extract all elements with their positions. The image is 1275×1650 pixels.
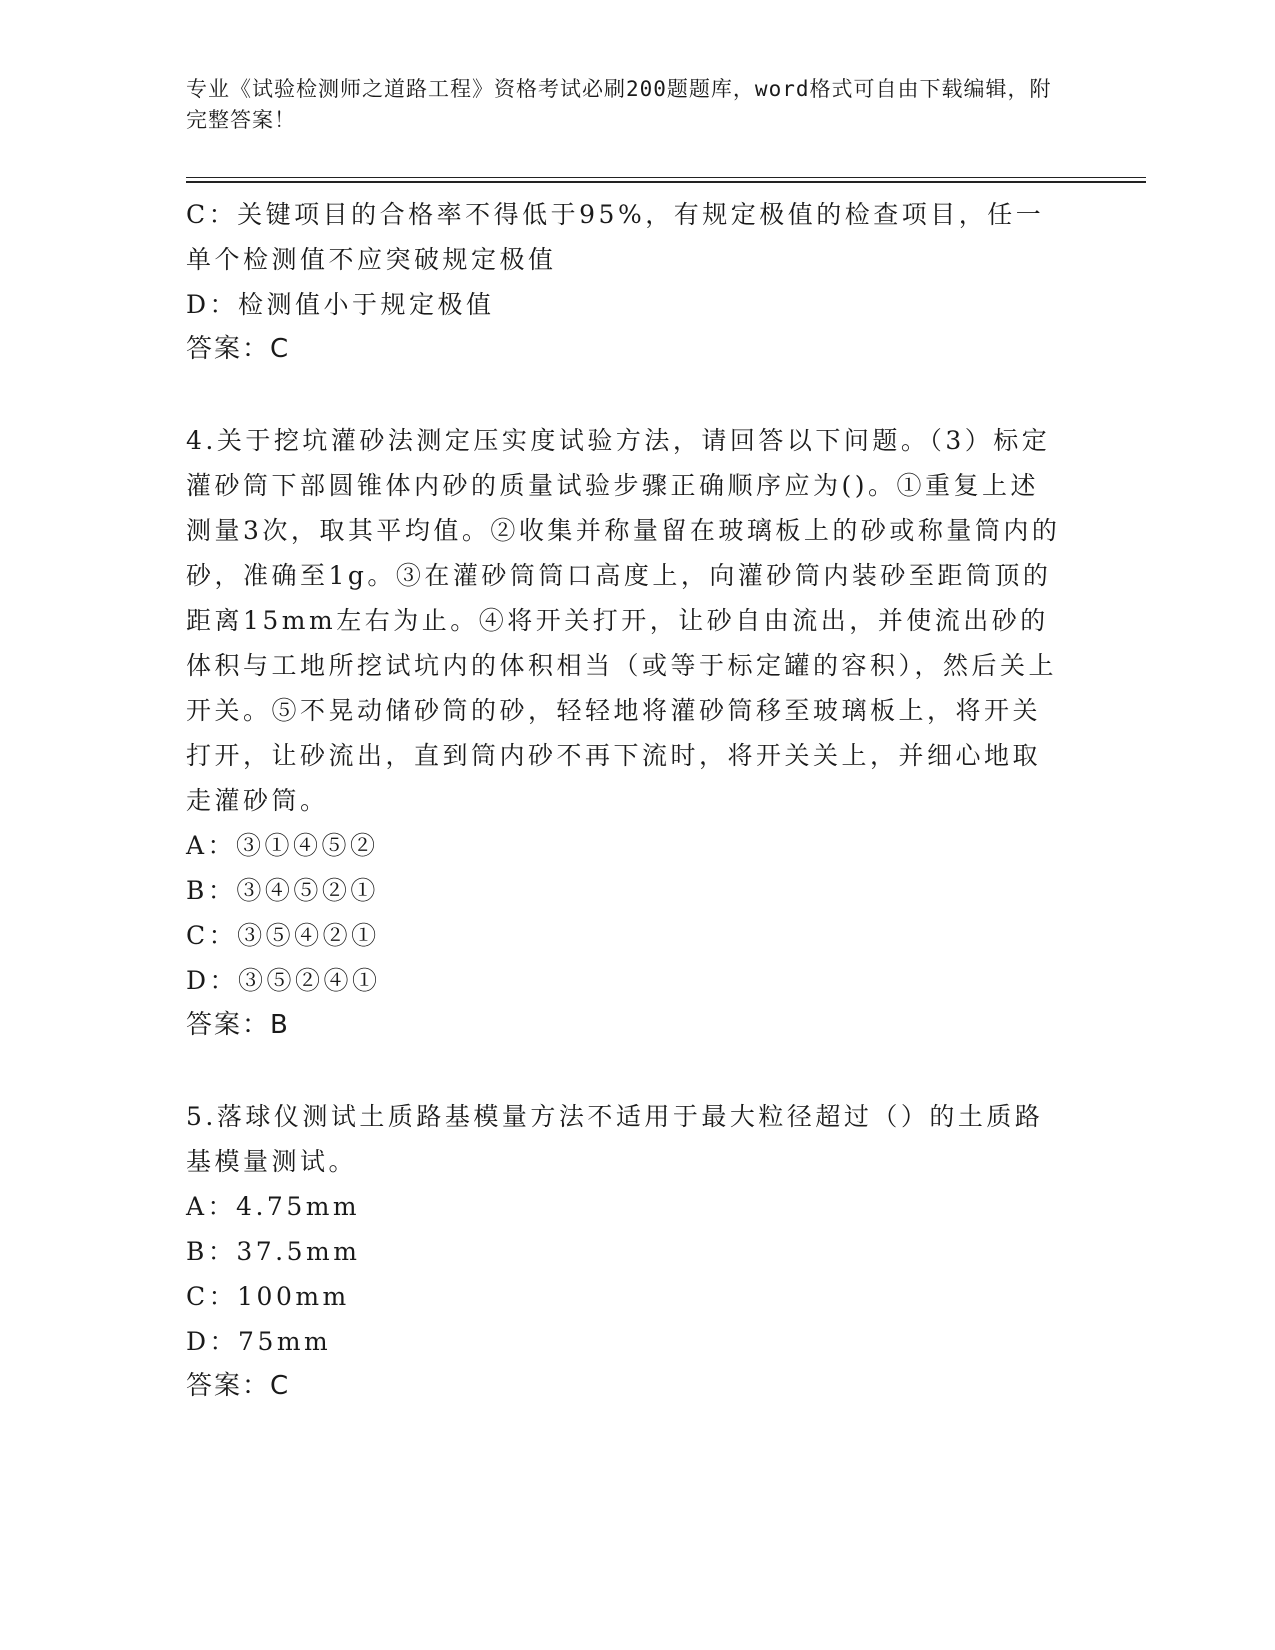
option-b: B：③④⑤②① [186,876,379,905]
option-b: B：37.5mm [186,1237,361,1266]
question-text: 5.落球仪测试土质路基模量方法不适用于最大粒径超过（）的土质路基模量测试。 [186,1102,1044,1176]
option-d: D：③⑤②④① [186,966,381,995]
question-5-block [186,1094,1066,1409]
option-a: A：③①④⑤② [186,831,379,860]
answer-line: 答案：C [186,1371,291,1401]
header-divider-top [186,177,1146,178]
previous-question-block [186,192,1066,372]
option-d: D：检测值小于规定极值 [186,290,495,319]
header-divider-bottom [186,181,1146,183]
option-c: C：100mm [186,1282,350,1311]
answer-line: 答案：B [186,1010,290,1040]
option-d: D：75mm [186,1327,332,1356]
option-c: C：③⑤④②① [186,921,380,950]
option-c: C：关键项目的合格率不得低于95%，有规定极值的检查项目，任一单个检测值不应突破规定极值 [186,200,1045,274]
option-a: A：4.75mm [186,1192,361,1221]
question-text: 4.关于挖坑灌砂法测定压实度试验方法，请回答以下问题。（3）标定灌砂筒下部圆锥体内砂的质量试验步骤正确顺序应为()。①重复上述测量3次，取其平均值。②收集并称量留在玻璃板上的砂或称量筒内的砂，准确至1g。③在灌砂筒筒口高度上，向灌砂筒内装砂至距筒顶的距离15mm左右为止。④将开关打开，让砂自由流出，并使流出砂的体积与工地所挖试坑内的体积相当（或等于标定罐的容积），然后关上开关。⑤不晃动储砂筒的砂，轻轻地将灌砂筒移至玻璃板上，将开关打开，让砂流出，直到筒内砂不再下流时，将开关关上，并细心地取走灌砂筒。 [186,426,1061,815]
answer-line: 答案：C [186,334,291,364]
document-body [186,192,1066,1409]
document-header: 专业《试验检测师之道路工程》资格考试必刷200题题库，word格式可自由下载编辑，附完整答案！ [186,77,1052,132]
question-4-block [186,418,1066,1048]
